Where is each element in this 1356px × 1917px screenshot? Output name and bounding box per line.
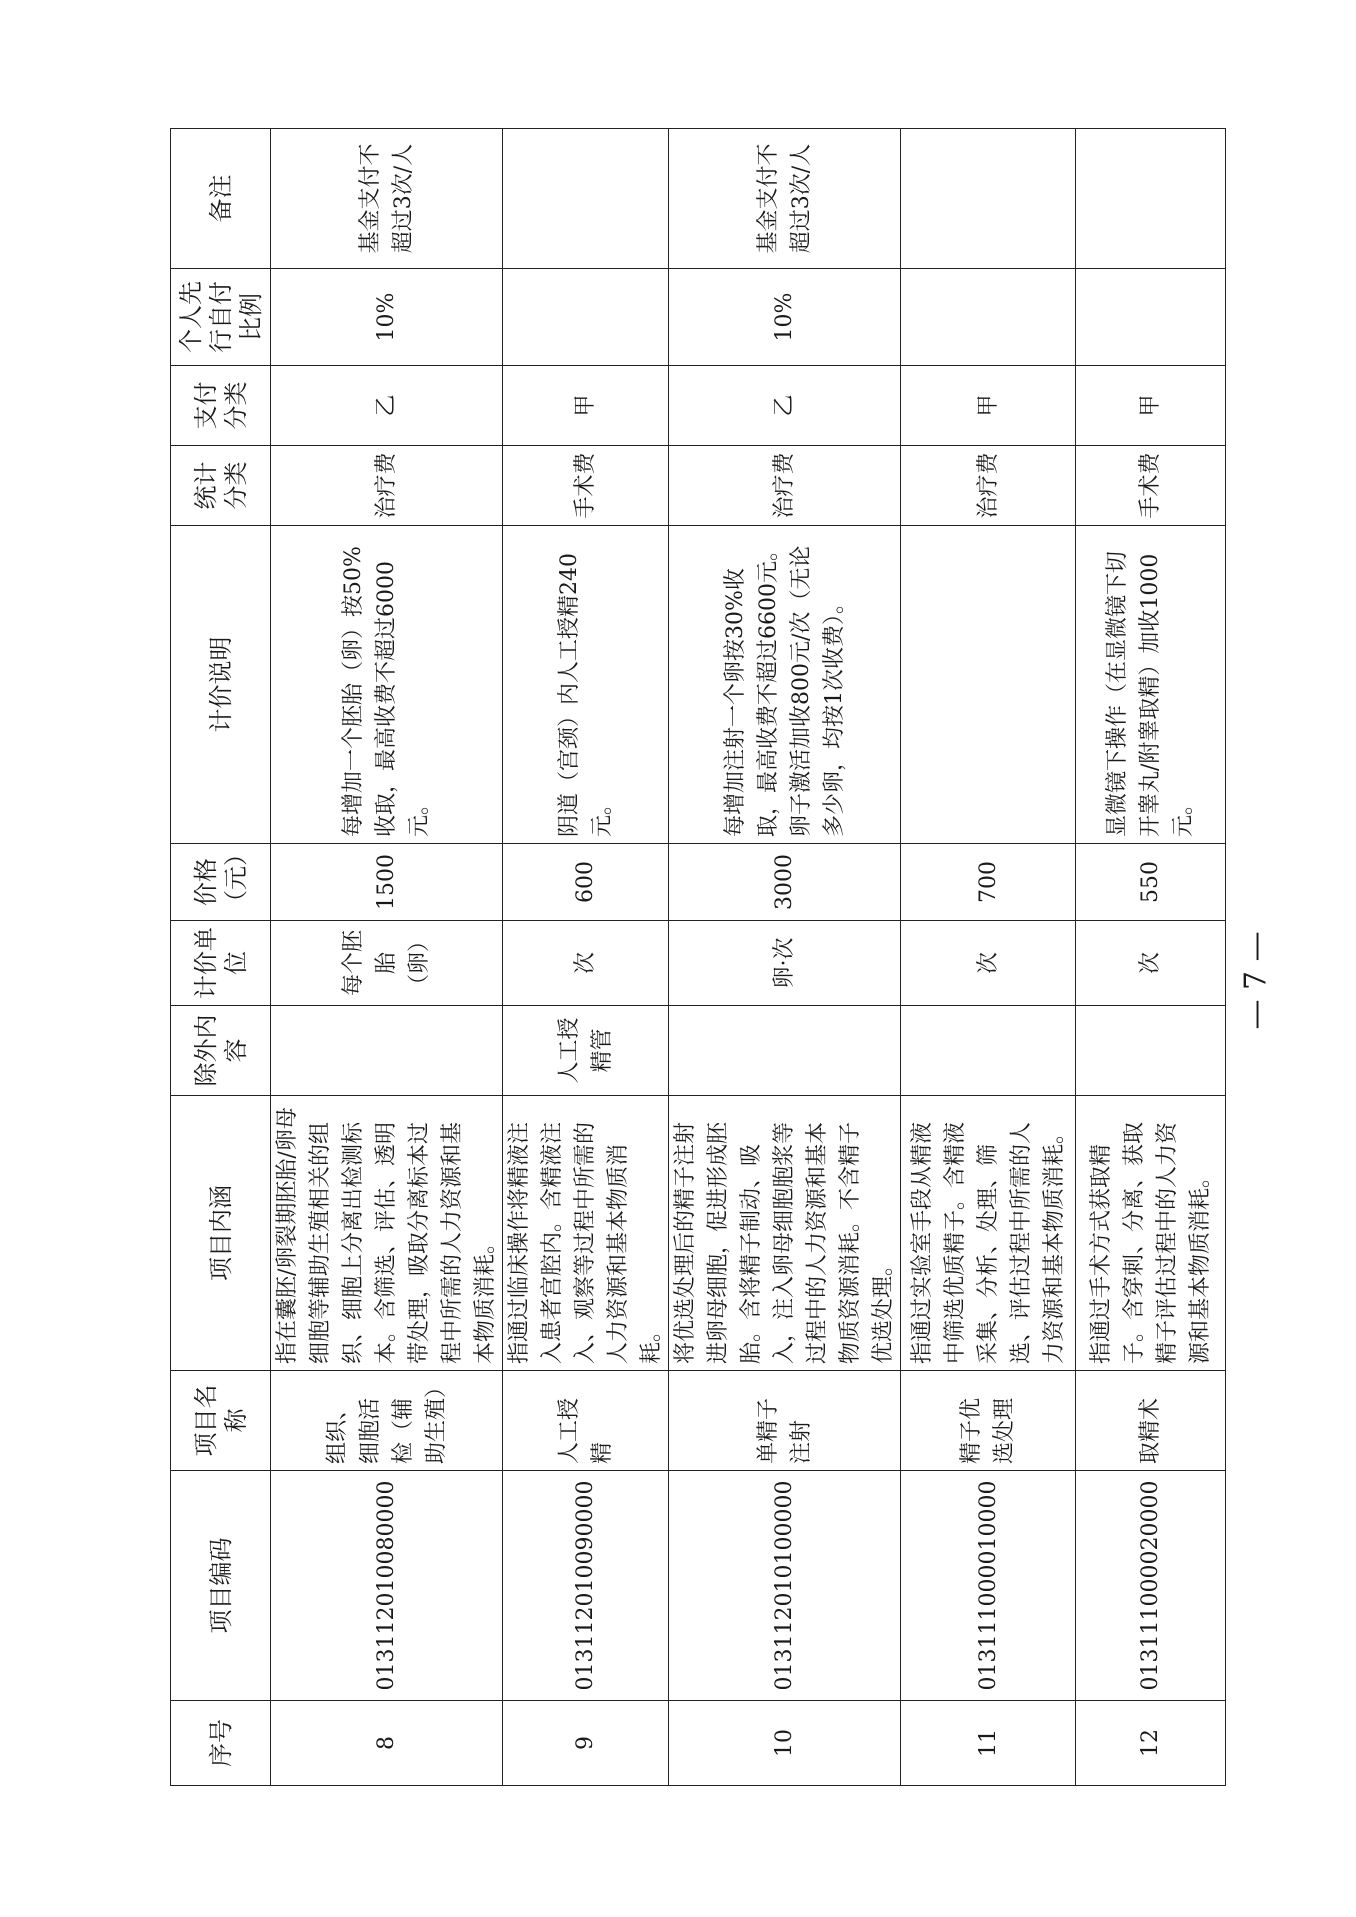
- cell-content: 指通过临床操作将精液注入患者宫腔内。含精液注入、观察等过程中所需的人力资源和基本物质消耗。: [503, 1096, 669, 1371]
- cell-pricing-note: 每增加一个胚胎（卵）按50%收取，最高收费不超过6000元。: [271, 526, 503, 844]
- cell-content: 指通过手术方式获取精子。含穿刺、分离、获取精子评估过程中的人力资源和基本物质消耗。: [1076, 1096, 1226, 1371]
- cell-price: 600: [503, 844, 669, 921]
- header-remark: 备注: [171, 129, 271, 269]
- header-pricing-note: 计价说明: [171, 526, 271, 844]
- cell-stat-class: 手术费: [503, 446, 669, 526]
- cell-unit: 次: [503, 921, 669, 1006]
- cell-name: 组织、细胞活检（辅助生殖）: [271, 1371, 503, 1471]
- table-row: [901, 129, 1076, 1786]
- table-row: [503, 129, 669, 1786]
- cell-pricing-note: [901, 526, 1076, 844]
- header-price: 价格（元）: [171, 844, 271, 921]
- cell-seq: 10: [669, 1701, 901, 1786]
- cell-pricing-note: 每增加注射一个卵按30%收取，最高收费不超过6600元。卵子激活加收800元/次（无论多少卵，均按1次收费）。: [669, 526, 901, 844]
- cell-self-pay: 10%: [669, 269, 901, 366]
- header-stat-class: 统计分类: [171, 446, 271, 526]
- cell-name: 人工授精: [503, 1371, 669, 1471]
- cell-self-pay: [503, 269, 669, 366]
- cell-excluded: [271, 1006, 503, 1096]
- cell-content: 指通过实验室手段从精液中筛选优质精子。含精液采集、分析、处理、筛选、评估过程中所需的人力资源和基本物质消耗。: [901, 1096, 1076, 1371]
- cell-remark: 基金支付不超过3次/人: [271, 129, 503, 269]
- cell-seq: 9: [503, 1701, 669, 1786]
- header-excluded: 除外内容: [171, 1006, 271, 1096]
- table-row: [1076, 129, 1226, 1786]
- cell-excluded: [669, 1006, 901, 1096]
- cell-content: 将优选处理后的精子注射进卵母细胞，促进形成胚胎。含将精子制动、吸入，注入卵母细胞胞浆等过程中的人力资源和基本物质资源消耗。不含精子优选处理。: [669, 1096, 901, 1371]
- cell-content: 指在囊胚/卵裂期胚胎/卵母细胞等辅助生殖相关的组织、细胞上分离出检测标本。含筛选、评估、透明带处理，吸取分离标本过程中所需的人力资源和基本物质消耗。: [271, 1096, 503, 1371]
- cell-code: 013112010090000: [503, 1471, 669, 1701]
- cell-name: 单精子注射: [669, 1371, 901, 1471]
- cell-pricing-note: 显微镜下操作（在显微镜下切开睾丸/附睾取精）加收1000元。: [1076, 526, 1226, 844]
- table-row: [669, 129, 901, 1786]
- cell-code: 013111000020000: [1076, 1471, 1226, 1701]
- cell-pay-class: 甲: [901, 366, 1076, 446]
- cell-excluded: [901, 1006, 1076, 1096]
- cell-seq: 8: [271, 1701, 503, 1786]
- cell-stat-class: 手术费: [1076, 446, 1226, 526]
- cell-code: 013112010080000: [271, 1471, 503, 1701]
- cell-self-pay: 10%: [271, 269, 503, 366]
- cell-remark: [901, 129, 1076, 269]
- cell-stat-class: 治疗费: [271, 446, 503, 526]
- cell-remark: [503, 129, 669, 269]
- table-header-row: [171, 129, 271, 1786]
- cell-stat-class: 治疗费: [901, 446, 1076, 526]
- cell-unit: 每个胚胎（卵）: [271, 921, 503, 1006]
- rotated-table-container: [170, 129, 1213, 1786]
- cell-name: 取精术: [1076, 1371, 1226, 1471]
- cell-price: 700: [901, 844, 1076, 921]
- page-number: [1238, 931, 1274, 1030]
- cell-price: 3000: [669, 844, 901, 921]
- cell-pay-class: 乙: [669, 366, 901, 446]
- cell-seq: 12: [1076, 1701, 1226, 1786]
- cell-price: 550: [1076, 844, 1226, 921]
- cell-remark: 基金支付不超过3次/人: [669, 129, 901, 269]
- cell-remark: [1076, 129, 1226, 269]
- cell-excluded: 人工授精管: [503, 1006, 669, 1096]
- cell-unit: 次: [1076, 921, 1226, 1006]
- cell-unit: 次: [901, 921, 1076, 1006]
- header-content: 项目内涵: [171, 1096, 271, 1371]
- cell-pricing-note: 阴道（宫颈）内人工授精240元。: [503, 526, 669, 844]
- fee-table: [170, 128, 1226, 1786]
- cell-name: 精子优选处理: [901, 1371, 1076, 1471]
- cell-price: 1500: [271, 844, 503, 921]
- cell-code: 013111000010000: [901, 1471, 1076, 1701]
- cell-pay-class: 乙: [271, 366, 503, 446]
- header-seq: 序号: [171, 1701, 271, 1786]
- header-pay-class: 支付分类: [171, 366, 271, 446]
- header-unit: 计价单位: [171, 921, 271, 1006]
- header-self-pay: 个人先行自付比例: [171, 269, 271, 366]
- header-name: 项目名称: [171, 1371, 271, 1471]
- cell-code: 013112010100000: [669, 1471, 901, 1701]
- cell-self-pay: [901, 269, 1076, 366]
- cell-pay-class: 甲: [1076, 366, 1226, 446]
- cell-excluded: [1076, 1006, 1226, 1096]
- cell-stat-class: 治疗费: [669, 446, 901, 526]
- cell-seq: 11: [901, 1701, 1076, 1786]
- cell-unit: 卵·次: [669, 921, 901, 1006]
- page-number-text: — 7 —: [1238, 931, 1274, 1030]
- table-row: [271, 129, 503, 1786]
- header-code: 项目编码: [171, 1471, 271, 1701]
- cell-self-pay: [1076, 269, 1226, 366]
- cell-pay-class: 甲: [503, 366, 669, 446]
